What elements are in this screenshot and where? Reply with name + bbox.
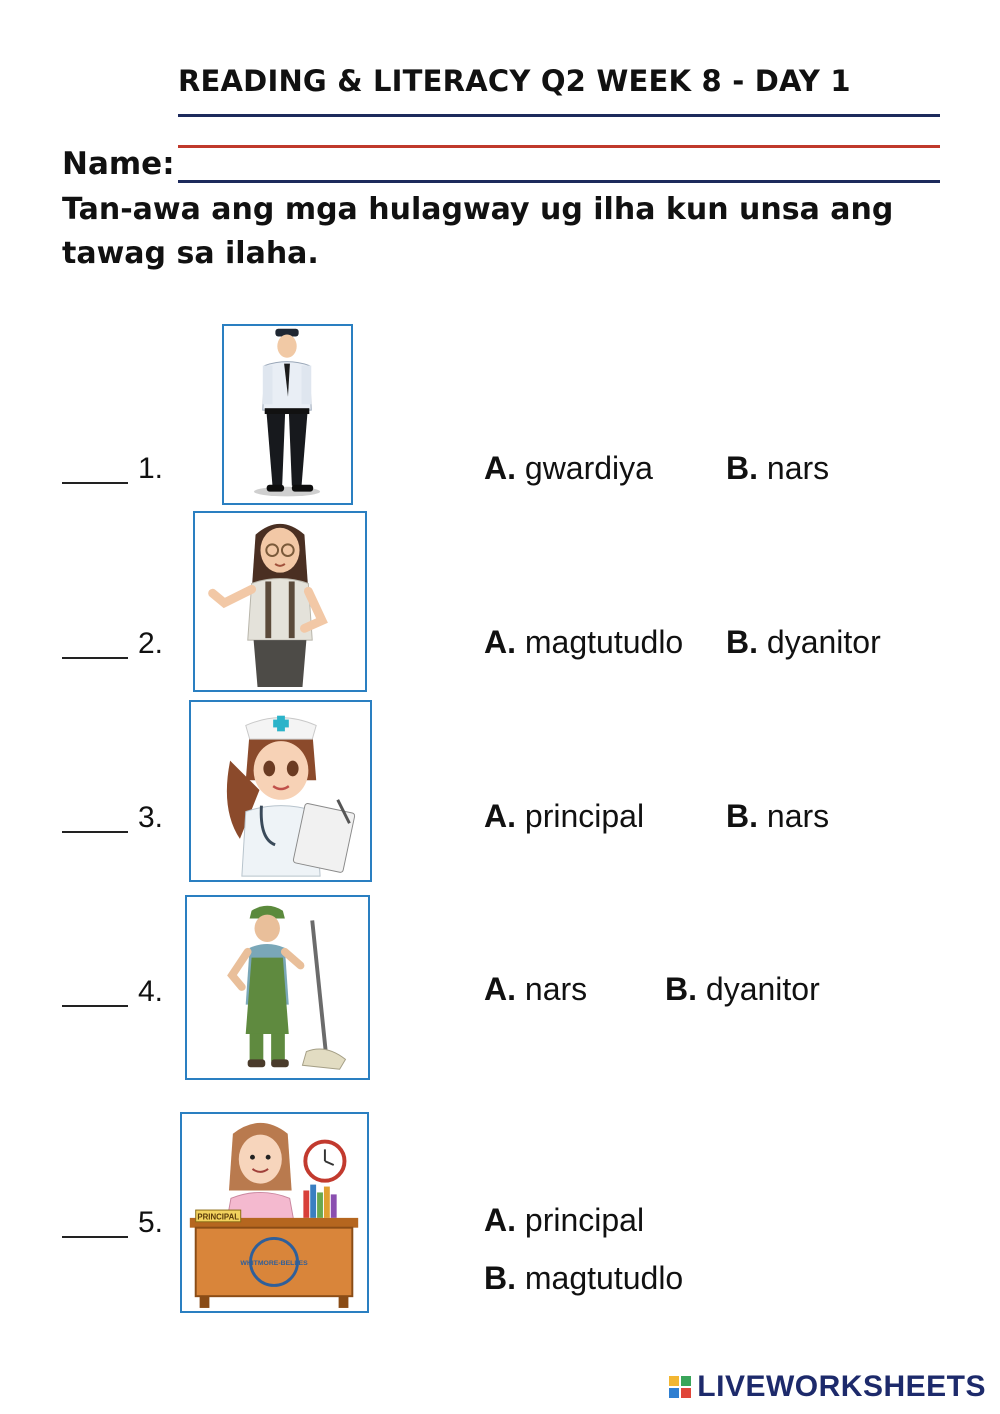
liveworksheets-logo <box>669 1370 986 1404</box>
option-text: nars <box>524 971 588 1007</box>
option-a-1[interactable] <box>484 450 653 487</box>
option-text: gwardiya <box>524 450 653 486</box>
option-letter: A. <box>484 798 516 834</box>
title-underline <box>178 114 940 117</box>
option-text: magtutudlo <box>524 624 684 660</box>
brand-name: LIVEWORKSHEETS <box>697 1370 986 1403</box>
answer-blank-1[interactable] <box>62 482 128 484</box>
answer-blank-5[interactable] <box>62 1236 128 1238</box>
option-text: magtutudlo <box>524 1260 684 1296</box>
instructions: Tan-awa ang mga hulagway ug ilha kun unsa ang tawag sa ilaha. <box>62 192 894 271</box>
liveworksheets-logo-icon <box>669 1376 691 1398</box>
option-text: principal <box>524 798 645 834</box>
option-letter: A. <box>484 1202 516 1238</box>
option-b-4[interactable] <box>665 971 820 1008</box>
option-b-1[interactable] <box>726 450 829 487</box>
option-letter: B. <box>726 798 758 834</box>
option-text: nars <box>766 798 830 834</box>
option-letter: B. <box>726 450 758 486</box>
item-number: 3. <box>138 801 164 834</box>
item-number: 4. <box>138 975 164 1008</box>
option-a-3[interactable] <box>484 798 644 835</box>
item-number: 2. <box>138 627 164 660</box>
option-letter: B. <box>484 1260 516 1296</box>
option-text: dyanitor <box>705 971 820 1007</box>
option-text: principal <box>524 1202 645 1238</box>
desk-nameplate-text: PRINCIPAL <box>197 1212 240 1222</box>
desk-logo-text: WHITMORE-BELLES <box>240 1259 308 1267</box>
option-a-2[interactable] <box>484 624 683 661</box>
option-letter: A. <box>484 624 516 660</box>
answer-blank-2[interactable] <box>62 657 128 659</box>
option-b-5[interactable] <box>484 1260 683 1297</box>
security-guard-picture <box>222 324 353 505</box>
answer-blank-3[interactable] <box>62 831 128 833</box>
item-number: 5. <box>138 1206 164 1239</box>
option-text: dyanitor <box>766 624 881 660</box>
option-letter: B. <box>665 971 697 1007</box>
principal-picture <box>180 1112 369 1313</box>
name-input-line[interactable] <box>178 180 940 183</box>
answer-blank-4[interactable] <box>62 1005 128 1007</box>
janitor-picture <box>185 895 370 1080</box>
name-label: Name: <box>62 146 175 182</box>
option-text: nars <box>766 450 830 486</box>
option-a-4[interactable] <box>484 971 587 1008</box>
option-letter: A. <box>484 971 516 1007</box>
option-b-3[interactable] <box>726 798 829 835</box>
option-letter: B. <box>726 624 758 660</box>
option-a-5[interactable] <box>484 1202 644 1239</box>
page-title: READING & LITERACY Q2 WEEK 8 - DAY 1 <box>178 64 851 98</box>
nurse-picture <box>189 700 372 882</box>
item-number: 1. <box>138 452 164 485</box>
option-b-2[interactable] <box>726 624 881 661</box>
red-divider-line <box>178 145 940 148</box>
option-letter: A. <box>484 450 516 486</box>
teacher-picture <box>193 511 367 692</box>
